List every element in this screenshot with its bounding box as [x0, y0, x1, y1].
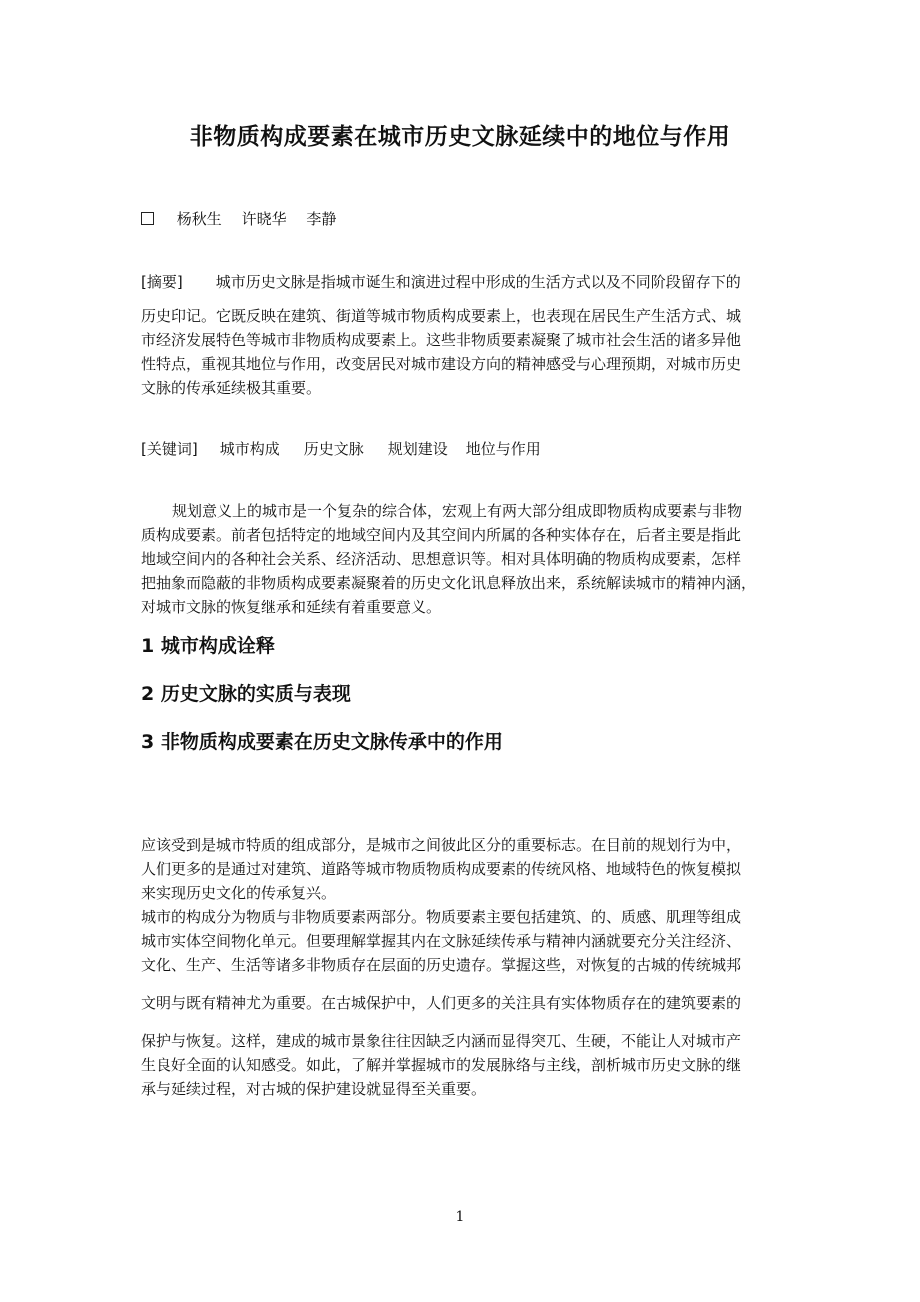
body-serif-line: 承与延续过程，对古城的保护建设就显得至关重要。 [141, 1080, 487, 1098]
keywords-line [141, 438, 541, 459]
keyword: 历史文脉 [303, 440, 364, 458]
abstract-text: 城市历史文脉是指城市诞生和演进过程中形成的生活方式以及不同阶段留存下的 [215, 273, 741, 291]
section-heading-3: 3 非物质构成要素在历史文脉传承中的作用 [141, 731, 503, 753]
author-3: 李静 [306, 210, 337, 228]
abstract-line: 文脉的传承延续极其重要。 [141, 379, 322, 397]
body-line: 人们更多的是通过对建筑、道路等城市物质物质构成要素的传统风格、地域特色的恢复模拟 [141, 860, 742, 878]
intro-line: 质构成要素。前者包括特定的地域空间内及其空间内所属的各种实体存在，后者主要是指此 [141, 526, 742, 544]
intro-line: 地域空间内的各种社会关系、经济活动、思想意识等。相对具体明确的物质构成要素，怎样 [141, 550, 742, 568]
abstract-line [141, 271, 741, 292]
body-line: 城市的构成分为物质与非物质要素两部分。物质要素主要包括建筑、的、质感、肌理等组成 [141, 908, 742, 926]
abstract-label: [摘要] [141, 273, 183, 291]
keyword: 城市构成 [219, 440, 280, 458]
keyword: 地位与作用 [465, 440, 541, 458]
intro-line: 对城市文脉的恢复继承和延续有着重要意义。 [141, 598, 442, 616]
body-serif-line: 生良好全面的认知感受。如此，了解并掌握城市的发展脉络与主线，剖析城市历史文脉的继 [141, 1056, 742, 1074]
body-line: 文化、生产、生活等诸多非物质存在层面的历史遗存。掌握这些，对恢复的古城的传统城邦 [141, 956, 742, 974]
page-number: 1 [455, 1209, 465, 1225]
author-1: 杨秋生 [176, 210, 222, 228]
intro-line: 规划意义上的城市是一个复杂的综合体，宏观上有两大部分组成即物质构成要素与非物 [172, 502, 743, 520]
intro-line: 把抽象而隐蔽的非物质构成要素凝聚着的历史文化讯息释放出来，系统解读城市的精神内涵， [141, 574, 757, 592]
body-line: 应该受到是城市特质的组成部分，是城市之间彼此区分的重要标志。在目前的规划行为中， [141, 836, 742, 854]
keywords-label: [关键词] [141, 440, 198, 458]
body-line: 城市实体空间物化单元。但要理解掌握其内在文脉延续传承与精神内涵就要充分关注经济、 [141, 932, 742, 950]
keyword: 规划建设 [387, 440, 448, 458]
paper-title: 非物质构成要素在城市历史文脉延续中的地位与作用 [189, 124, 731, 150]
abstract-line: 市经济发展特色等城市非物质构成要素上。这些非物质要素凝聚了城市社会生活的诸多异他 [141, 331, 742, 349]
author-line [141, 208, 351, 229]
body-line: 来实现历史文化的传承复兴。 [141, 884, 337, 902]
abstract-line: 性特点，重视其地位与作用，改变居民对城市建设方向的精神感受与心理预期，对城市历史 [141, 355, 742, 373]
body-serif-line: 保护与恢复。这样，建成的城市景象往往因缺乏内涵而显得突兀、生硬，不能让人对城市产 [141, 1032, 742, 1050]
body-serif-line: 文明与既有精神尤为重要。在古城保护中，人们更多的关注具有实体物质存在的建筑要素的 [141, 994, 742, 1012]
author-2: 许晓华 [241, 210, 287, 228]
section-heading-1: 1 城市构成诠释 [141, 635, 275, 657]
abstract-line: 历史印记。它既反映在建筑、街道等城市物质构成要素上，也表现在居民生产生活方式、城 [141, 307, 742, 325]
checkbox-icon [141, 212, 154, 225]
section-heading-2: 2 历史文脉的实质与表现 [141, 683, 351, 705]
